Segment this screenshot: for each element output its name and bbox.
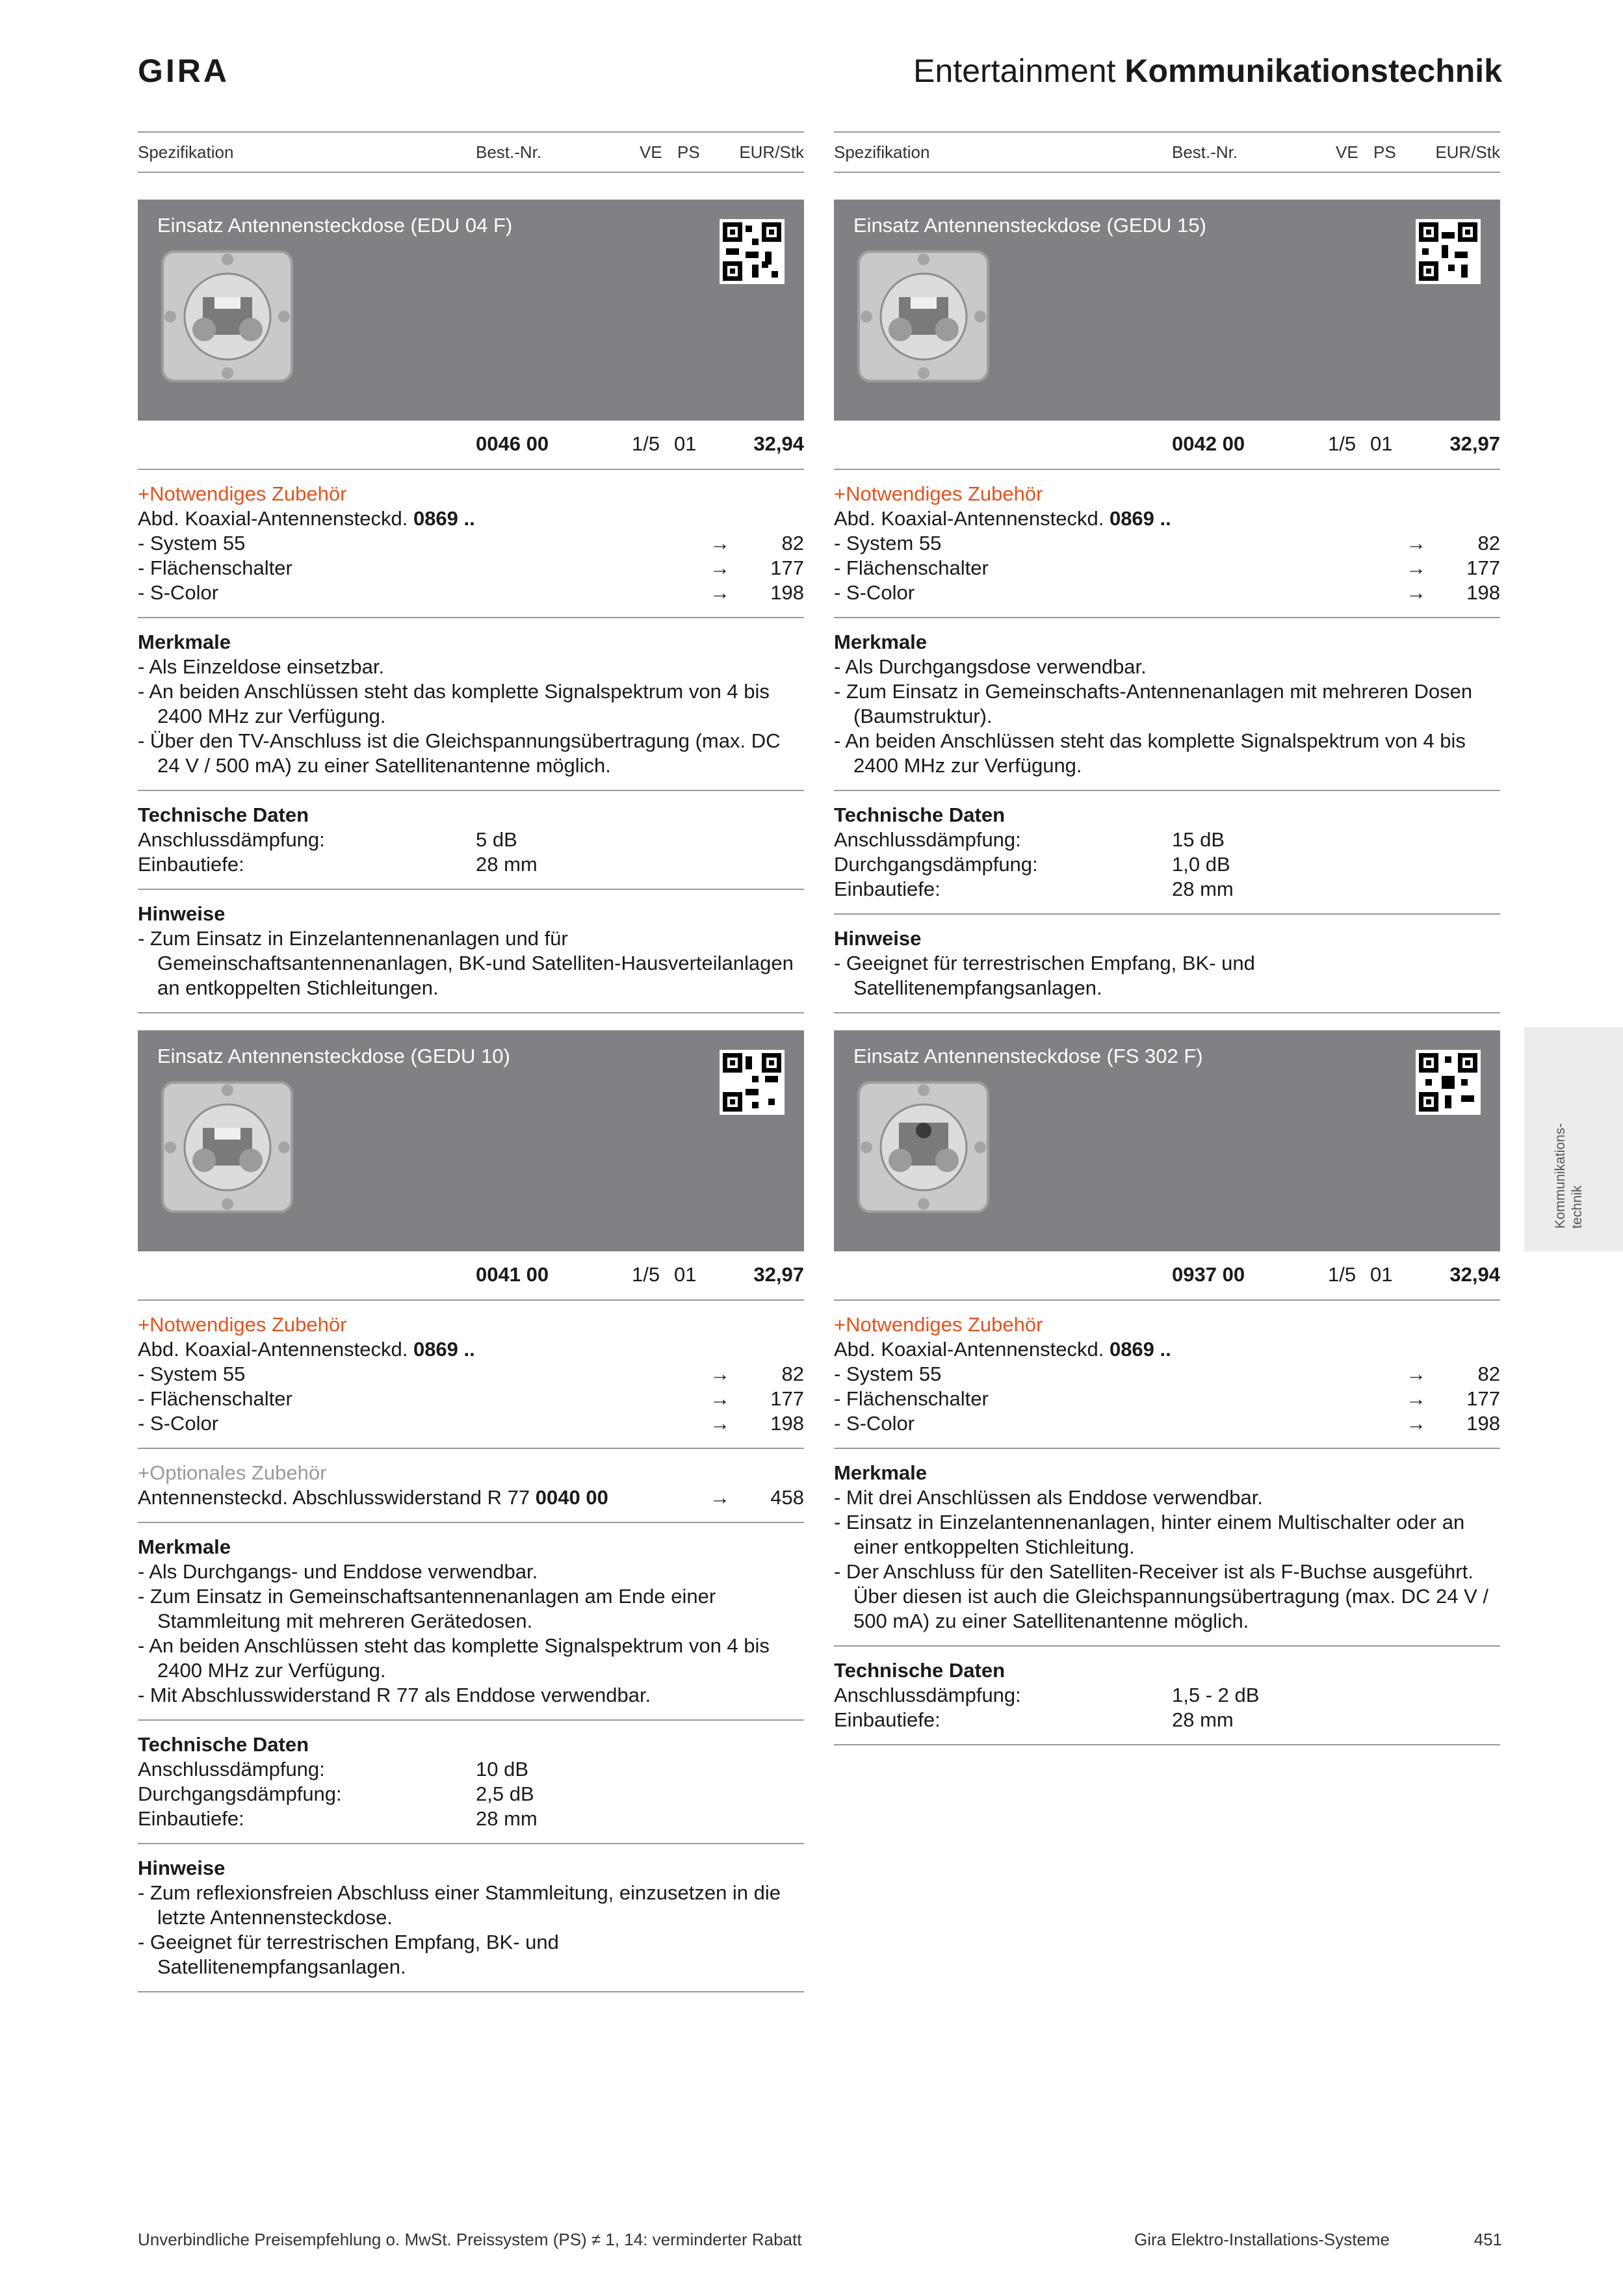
feature-item: - Der Anschluss für den Satelliten-Receiver ist als F-Buchse ausgeführt. Über diesen ist auch die Gleichspannungsübertragung (max. DC 24 V / 500 mA) zu einer Satellitenantenne möglich. — [834, 1560, 1489, 1632]
product-banner — [834, 200, 1500, 421]
feature-item: - Einsatz in Einzelantennenanlagen, hinter einem Multischalter oder an einer entkoppelten Stichleitung. — [834, 1511, 1465, 1558]
tech-row: Einbautiefe: 28 mm — [834, 878, 1234, 900]
col-spec: Spezifikation — [138, 142, 234, 162]
technical-data — [834, 1647, 1500, 1745]
plus-icon: + — [138, 1313, 150, 1336]
page-title-light: Entertainment — [913, 53, 1116, 89]
page-title-bold: Kommunikationstechnik — [1124, 53, 1502, 89]
socket-photo — [157, 246, 297, 386]
product-card — [834, 1030, 1500, 1745]
ve-value: 1/5 — [1328, 1263, 1357, 1286]
required-accessories — [834, 470, 1500, 618]
page-number: 451 — [1474, 2230, 1502, 2249]
tech-row: Anschlussdämpfung: 5 dB — [138, 828, 517, 851]
note-item: - Zum Einsatz in Einzelantennenanlagen und für Gemeinschaftsantennenanlagen, BK-und Satelliten-Hausverteilanlagen an entkoppelten Stichleitungen. — [138, 927, 794, 999]
plus-icon: + — [834, 482, 846, 505]
tech-heading: Technische Daten — [834, 1659, 1006, 1682]
arrow-icon: → — [710, 581, 730, 604]
col-ve: VE — [1336, 142, 1358, 162]
col-bestnr: Best.-Nr. — [1172, 142, 1238, 162]
optional-acc-heading: +Optionales Zubehör — [138, 1461, 327, 1484]
arrow-icon: → — [710, 1363, 730, 1385]
accessory-row[interactable]: - System 55 → 82 — [834, 1363, 1500, 1385]
abd-line: Abd. Koaxial-Antennensteckd. 0869 .. — [138, 507, 475, 530]
features-heading: Merkmale — [138, 1535, 231, 1558]
tech-row: Einbautiefe: 28 mm — [138, 1807, 538, 1830]
features — [834, 618, 1500, 791]
socket-photo — [157, 1077, 297, 1217]
feature-item: - Als Durchgangsdose verwendbar. — [834, 655, 1147, 678]
product-banner — [834, 1030, 1500, 1251]
technical-data — [138, 1721, 804, 1844]
feature-item: - Als Durchgangs- und Enddose verwendbar. — [138, 1560, 538, 1583]
plus-icon: + — [834, 1313, 846, 1336]
note-item: - Geeignet für terrestrischen Empfang, BK- und Satellitenempfangsanlagen. — [138, 1931, 559, 1978]
product-card — [138, 1030, 804, 1992]
column-header — [834, 131, 1500, 173]
features-heading: Merkmale — [138, 631, 231, 653]
right-column — [834, 131, 1500, 1731]
product-banner — [138, 1030, 804, 1251]
accessory-row[interactable]: Antennensteckd. Abschlusswiderstand R 77 0040 00 → 458 — [138, 1486, 804, 1509]
required-acc-heading: +Notwendiges Zubehör — [138, 482, 347, 505]
accessory-row[interactable]: - System 55 → 82 — [138, 1363, 804, 1385]
order-number: 0041 00 — [476, 1263, 549, 1286]
plus-icon: + — [138, 1461, 150, 1484]
order-line — [138, 421, 804, 470]
footer-note: Unverbindliche Preisempfehlung o. MwSt. Preissystem (PS) ≠ 1, 14: verminderter Rabatt — [138, 2230, 802, 2249]
price: 32,94 — [753, 432, 804, 455]
feature-item: - Zum Einsatz in Gemeinschaftsantennenanlagen am Ende einer Stammleitung mit mehreren Gerätedosen. — [138, 1585, 716, 1632]
product-card — [138, 200, 804, 1013]
ve-value: 1/5 — [632, 1263, 660, 1286]
arrow-icon: → — [1406, 1387, 1426, 1410]
product-banner — [138, 200, 804, 421]
arrow-icon: → — [710, 1412, 730, 1435]
product-title: Einsatz Antennensteckdose (GEDU 15) — [853, 214, 1206, 237]
features-heading: Merkmale — [834, 631, 928, 653]
tech-row: Durchgangsdämpfung: 2,5 dB — [138, 1782, 534, 1805]
technical-data — [138, 791, 804, 890]
note-item: - Zum reflexionsfreien Abschluss einer Stammleitung, einzusetzen in die letzte Antennensteckdose. — [138, 1881, 781, 1929]
accessory-row[interactable]: - Flächenschalter → 177 — [834, 556, 1500, 579]
left-column — [138, 131, 804, 1978]
arrow-icon: → — [1406, 1363, 1426, 1385]
required-acc-heading: +Notwendiges Zubehör — [834, 1313, 1043, 1336]
product-title: Einsatz Antennensteckdose (GEDU 10) — [157, 1045, 510, 1067]
accessory-row[interactable]: - S-Color → 198 — [834, 1412, 1500, 1435]
notes-heading: Hinweise — [138, 902, 226, 925]
abd-line: Abd. Koaxial-Antennensteckd. 0869 .. — [834, 1338, 1171, 1361]
feature-item: - Über den TV-Anschluss ist die Gleichspannungsübertragung (max. DC 24 V / 500 mA) zu einer Satellitenantenne möglich. — [138, 729, 781, 777]
abd-line: Abd. Koaxial-Antennensteckd. 0869 .. — [834, 507, 1171, 530]
footer-company: Gira Elektro-Installations-Systeme — [1134, 2230, 1390, 2249]
note-item: - Geeignet für terrestrischen Empfang, BK- und Satellitenempfangsanlagen. — [834, 952, 1255, 999]
price: 32,97 — [753, 1263, 804, 1286]
technical-data — [834, 791, 1500, 915]
arrow-icon: → — [1406, 581, 1426, 604]
accessory-row[interactable]: - Flächenschalter → 177 — [138, 1387, 804, 1410]
notes — [834, 915, 1500, 1013]
qr-code[interactable] — [1416, 219, 1481, 284]
notes-heading: Hinweise — [834, 927, 922, 950]
ps-value: 01 — [674, 432, 697, 455]
arrow-icon: → — [1406, 532, 1426, 554]
tech-row: Anschlussdämpfung: 10 dB — [138, 1758, 529, 1781]
optional-accessories — [138, 1449, 804, 1523]
arrow-icon: → — [710, 556, 730, 579]
required-acc-heading: +Notwendiges Zubehör — [138, 1313, 347, 1336]
abd-line: Abd. Koaxial-Antennensteckd. 0869 .. — [138, 1338, 475, 1361]
arrow-icon: → — [710, 532, 730, 554]
ve-value: 1/5 — [632, 432, 660, 455]
col-eur: EUR/Stk — [1435, 142, 1500, 162]
qr-code[interactable] — [1416, 1050, 1481, 1115]
accessory-row[interactable]: - S-Color → 198 — [138, 1412, 804, 1435]
feature-item: - An beiden Anschlüssen steht das komplette Signalspektrum von 4 bis 2400 MHz zur Verfügung. — [834, 729, 1466, 777]
arrow-icon: → — [710, 1486, 730, 1509]
feature-item: - Zum Einsatz in Gemeinschafts-Antennenanlagen mit mehreren Dosen (Baumstruktur). — [834, 680, 1473, 727]
tech-row: Anschlussdämpfung: 15 dB — [834, 828, 1225, 851]
col-ps: PS — [1373, 142, 1396, 162]
col-ps: PS — [677, 142, 700, 162]
order-number: 0042 00 — [1172, 432, 1245, 455]
required-acc-heading: +Notwendiges Zubehör — [834, 482, 1043, 505]
feature-item: - An beiden Anschlüssen steht das komplette Signalspektrum von 4 bis 2400 MHz zur Verfügung. — [138, 1634, 770, 1682]
tech-row: Anschlussdämpfung: 1,5 - 2 dB — [834, 1684, 1260, 1706]
notes — [138, 1844, 804, 1992]
ps-value: 01 — [1370, 1263, 1393, 1286]
tech-heading: Technische Daten — [138, 1733, 309, 1756]
page-title — [913, 52, 1502, 90]
order-number: 0937 00 — [1172, 1263, 1245, 1286]
gira-logo: GIRA — [138, 53, 229, 89]
notes — [138, 890, 804, 1013]
accessory-row[interactable]: - System 55 → 82 — [138, 532, 804, 554]
arrow-icon: → — [1406, 1412, 1426, 1435]
feature-item: - An beiden Anschlüssen steht das komplette Signalspektrum von 4 bis 2400 MHz zur Verfügung. — [138, 680, 770, 727]
qr-code[interactable] — [720, 219, 785, 284]
price: 32,97 — [1449, 432, 1500, 455]
socket-photo — [853, 1077, 993, 1217]
accessory-row[interactable]: - S-Color → 198 — [138, 581, 804, 604]
feature-item: - Als Einzeldose einsetzbar. — [138, 655, 385, 678]
order-line — [834, 421, 1500, 470]
feature-item: - Mit Abschlusswiderstand R 77 als Enddose verwendbar. — [138, 1684, 651, 1706]
tech-heading: Technische Daten — [834, 803, 1006, 826]
tech-row: Einbautiefe: 28 mm — [138, 853, 538, 876]
product-title: Einsatz Antennensteckdose (FS 302 F) — [853, 1045, 1203, 1067]
features-heading: Merkmale — [834, 1461, 928, 1484]
ve-value: 1/5 — [1328, 432, 1357, 455]
product-card — [834, 200, 1500, 1013]
socket-photo — [853, 246, 993, 386]
price: 32,94 — [1449, 1263, 1500, 1286]
features — [138, 1523, 804, 1721]
notes-heading: Hinweise — [138, 1857, 226, 1879]
required-accessories — [138, 470, 804, 618]
section-side-tab-label: Kommunikations- technik — [1553, 1123, 1585, 1229]
features — [834, 1449, 1500, 1647]
accessory-row[interactable]: - System 55 → 82 — [834, 532, 1500, 554]
tech-row: Einbautiefe: 28 mm — [834, 1708, 1234, 1731]
order-number: 0046 00 — [476, 432, 549, 455]
order-line — [834, 1251, 1500, 1301]
accessory-row[interactable]: - Flächenschalter → 177 — [834, 1387, 1500, 1410]
column-header — [138, 131, 804, 173]
tech-heading: Technische Daten — [138, 803, 309, 826]
qr-code[interactable] — [720, 1050, 785, 1115]
col-ve: VE — [640, 142, 662, 162]
required-accessories — [138, 1301, 804, 1449]
ps-value: 01 — [674, 1263, 697, 1286]
feature-item: - Mit drei Anschlüssen als Enddose verwendbar. — [834, 1486, 1263, 1509]
col-spec: Spezifikation — [834, 142, 930, 162]
col-bestnr: Best.-Nr. — [476, 142, 542, 162]
plus-icon: + — [138, 482, 150, 505]
order-line — [138, 1251, 804, 1301]
tech-row: Durchgangsdämpfung: 1,0 dB — [834, 853, 1230, 876]
accessory-row[interactable]: - Flächenschalter → 177 — [138, 556, 804, 579]
ps-value: 01 — [1370, 432, 1393, 455]
features — [138, 618, 804, 791]
col-eur: EUR/Stk — [739, 142, 804, 162]
accessory-row[interactable]: - S-Color → 198 — [834, 581, 1500, 604]
product-title: Einsatz Antennensteckdose (EDU 04 F) — [157, 214, 513, 237]
arrow-icon: → — [1406, 556, 1426, 579]
arrow-icon: → — [710, 1387, 730, 1410]
required-accessories — [834, 1301, 1500, 1449]
